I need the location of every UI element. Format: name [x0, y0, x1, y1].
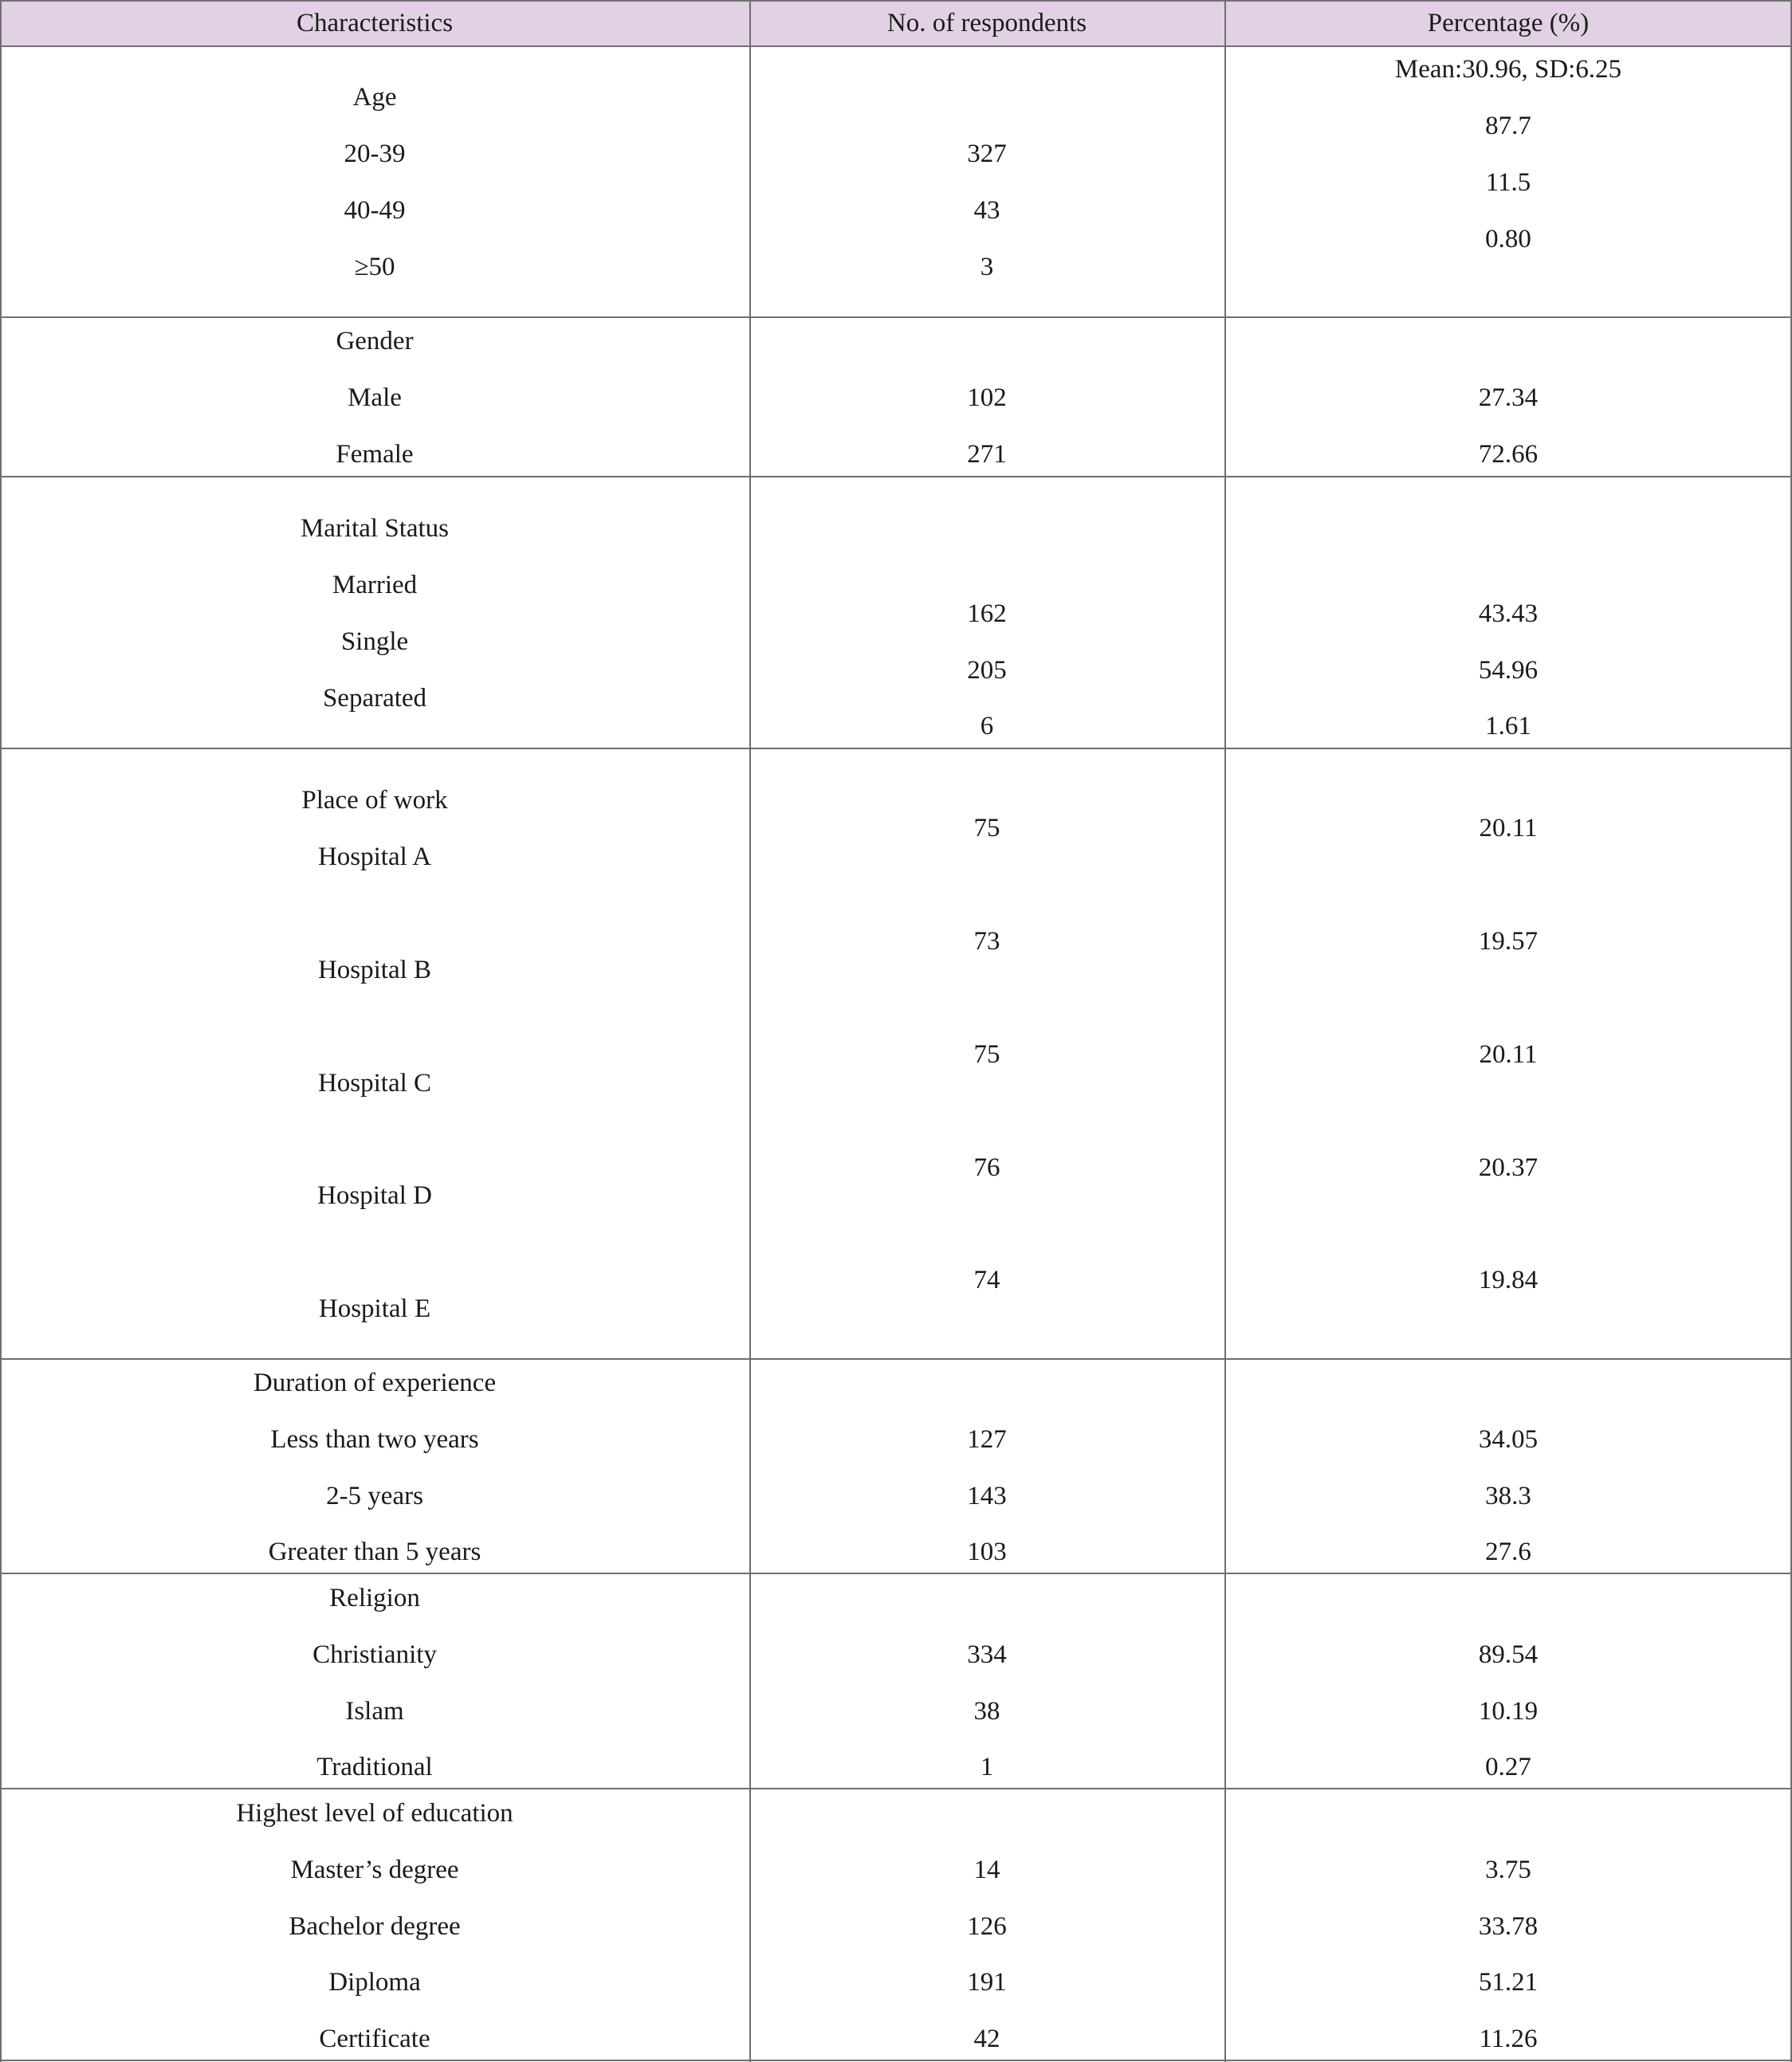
- characteristic-item: Greater than 5 years: [268, 1538, 481, 1566]
- characteristic-item: Diploma: [328, 1968, 421, 1997]
- respondent-count: 191: [967, 1968, 1007, 1997]
- percentage-value: 72.66: [1478, 440, 1539, 469]
- respondent-count: 43: [973, 196, 1000, 225]
- percentage-value: 11.26: [1479, 2025, 1538, 2053]
- characteristic-item: Hospital D: [317, 1181, 432, 1210]
- section-divider: [0, 1573, 1792, 1574]
- percentage-value: 19.84: [1478, 1266, 1539, 1294]
- characteristic-item: Male: [348, 383, 402, 412]
- percentage-value: 51.21: [1478, 1968, 1539, 1997]
- percentage-value: 20.11: [1479, 814, 1538, 842]
- respondent-count: 103: [967, 1538, 1007, 1566]
- section-label: Gender: [336, 327, 414, 355]
- table-border-bottom: [0, 2060, 1792, 2061]
- section-divider: [0, 476, 1792, 477]
- section-divider: [0, 1358, 1792, 1360]
- percentage-value: 0.27: [1485, 1753, 1531, 1781]
- section-label: Marital Status: [300, 514, 450, 543]
- characteristic-item: Islam: [345, 1697, 404, 1726]
- section-label: Religion: [329, 1584, 420, 1612]
- section-divider: [0, 316, 1792, 318]
- respondent-count: 14: [973, 1856, 1000, 1884]
- characteristic-item: Female: [336, 440, 414, 469]
- respondent-count: 3: [980, 253, 994, 281]
- percentage-value: 19.57: [1478, 927, 1539, 956]
- percentage-value: 10.19: [1478, 1697, 1539, 1726]
- column-divider: [749, 0, 751, 2062]
- characteristic-item: 2-5 years: [326, 1482, 423, 1510]
- characteristic-item: Christianity: [312, 1640, 437, 1669]
- characteristic-item: Hospital A: [317, 842, 432, 871]
- respondent-count: 271: [967, 440, 1007, 469]
- characteristic-item: Hospital B: [317, 956, 432, 984]
- respondent-count: 205: [967, 656, 1007, 685]
- respondent-count: 74: [973, 1266, 1000, 1294]
- characteristic-item: ≥50: [354, 253, 395, 281]
- respondent-count: 75: [973, 814, 1000, 842]
- percentage-value: 43.43: [1478, 599, 1539, 628]
- section-label: Highest level of education: [236, 1799, 513, 1828]
- respondent-count: 127: [967, 1425, 1007, 1454]
- respondent-count: 75: [973, 1040, 1000, 1069]
- column-header-percentage: Percentage (%): [1427, 9, 1590, 37]
- percentage-value: 38.3: [1485, 1482, 1531, 1510]
- respondent-count: 162: [967, 599, 1007, 628]
- percentage-value: 33.78: [1478, 1912, 1539, 1941]
- characteristic-item: Separated: [322, 684, 427, 713]
- percentage-value: 0.80: [1485, 225, 1531, 253]
- characteristic-item: Married: [332, 571, 418, 599]
- age-summary-note: Mean:30.96, SD:6.25: [1394, 55, 1622, 84]
- characteristic-item: 40-49: [344, 196, 406, 225]
- respondent-count: 73: [973, 927, 1000, 956]
- characteristic-item: Bachelor degree: [289, 1912, 461, 1941]
- respondent-count: 1: [980, 1753, 994, 1781]
- section-label: Place of work: [301, 786, 448, 815]
- column-divider: [1224, 0, 1226, 2062]
- characteristic-item: Certificate: [319, 2025, 430, 2053]
- characteristic-item: 20-39: [344, 139, 406, 168]
- respondent-count: 102: [967, 383, 1007, 412]
- percentage-value: 54.96: [1478, 656, 1539, 685]
- percentage-value: 1.61: [1485, 712, 1531, 740]
- respondent-count: 6: [980, 712, 994, 740]
- column-header-characteristics: Characteristics: [296, 9, 454, 37]
- respondent-count: 76: [973, 1153, 1000, 1182]
- section-divider: [0, 748, 1792, 749]
- characteristic-item: Master’s degree: [290, 1856, 459, 1884]
- percentage-value: 20.37: [1478, 1153, 1539, 1182]
- characteristic-item: Hospital C: [317, 1069, 432, 1098]
- respondent-count: 42: [973, 2025, 1000, 2053]
- characteristic-item: Traditional: [316, 1753, 433, 1781]
- percentage-value: 34.05: [1478, 1425, 1539, 1454]
- percentage-value: 27.34: [1478, 383, 1539, 412]
- respondent-count: 327: [967, 139, 1007, 168]
- percentage-value: 27.6: [1485, 1538, 1531, 1566]
- respondent-count: 126: [967, 1912, 1007, 1941]
- percentage-value: 87.7: [1485, 112, 1531, 140]
- characteristic-item: Hospital E: [318, 1294, 431, 1323]
- section-divider: [0, 1788, 1792, 1789]
- respondent-count: 143: [967, 1482, 1007, 1510]
- respondent-count: 38: [973, 1697, 1000, 1726]
- percentage-value: 11.5: [1485, 168, 1531, 197]
- characteristic-item: Less than two years: [270, 1425, 479, 1454]
- table-border-top: [0, 0, 1792, 2]
- section-label: Age: [352, 83, 397, 112]
- characteristic-item: Single: [340, 627, 409, 656]
- column-header-respondents: No. of respondents: [886, 9, 1087, 37]
- percentage-value: 3.75: [1485, 1856, 1531, 1884]
- header-divider: [0, 45, 1792, 47]
- table-border-left: [0, 0, 2, 2062]
- percentage-value: 20.11: [1479, 1040, 1538, 1069]
- section-label: Duration of experience: [253, 1369, 497, 1397]
- respondent-count: 334: [967, 1640, 1007, 1669]
- percentage-value: 89.54: [1478, 1640, 1539, 1669]
